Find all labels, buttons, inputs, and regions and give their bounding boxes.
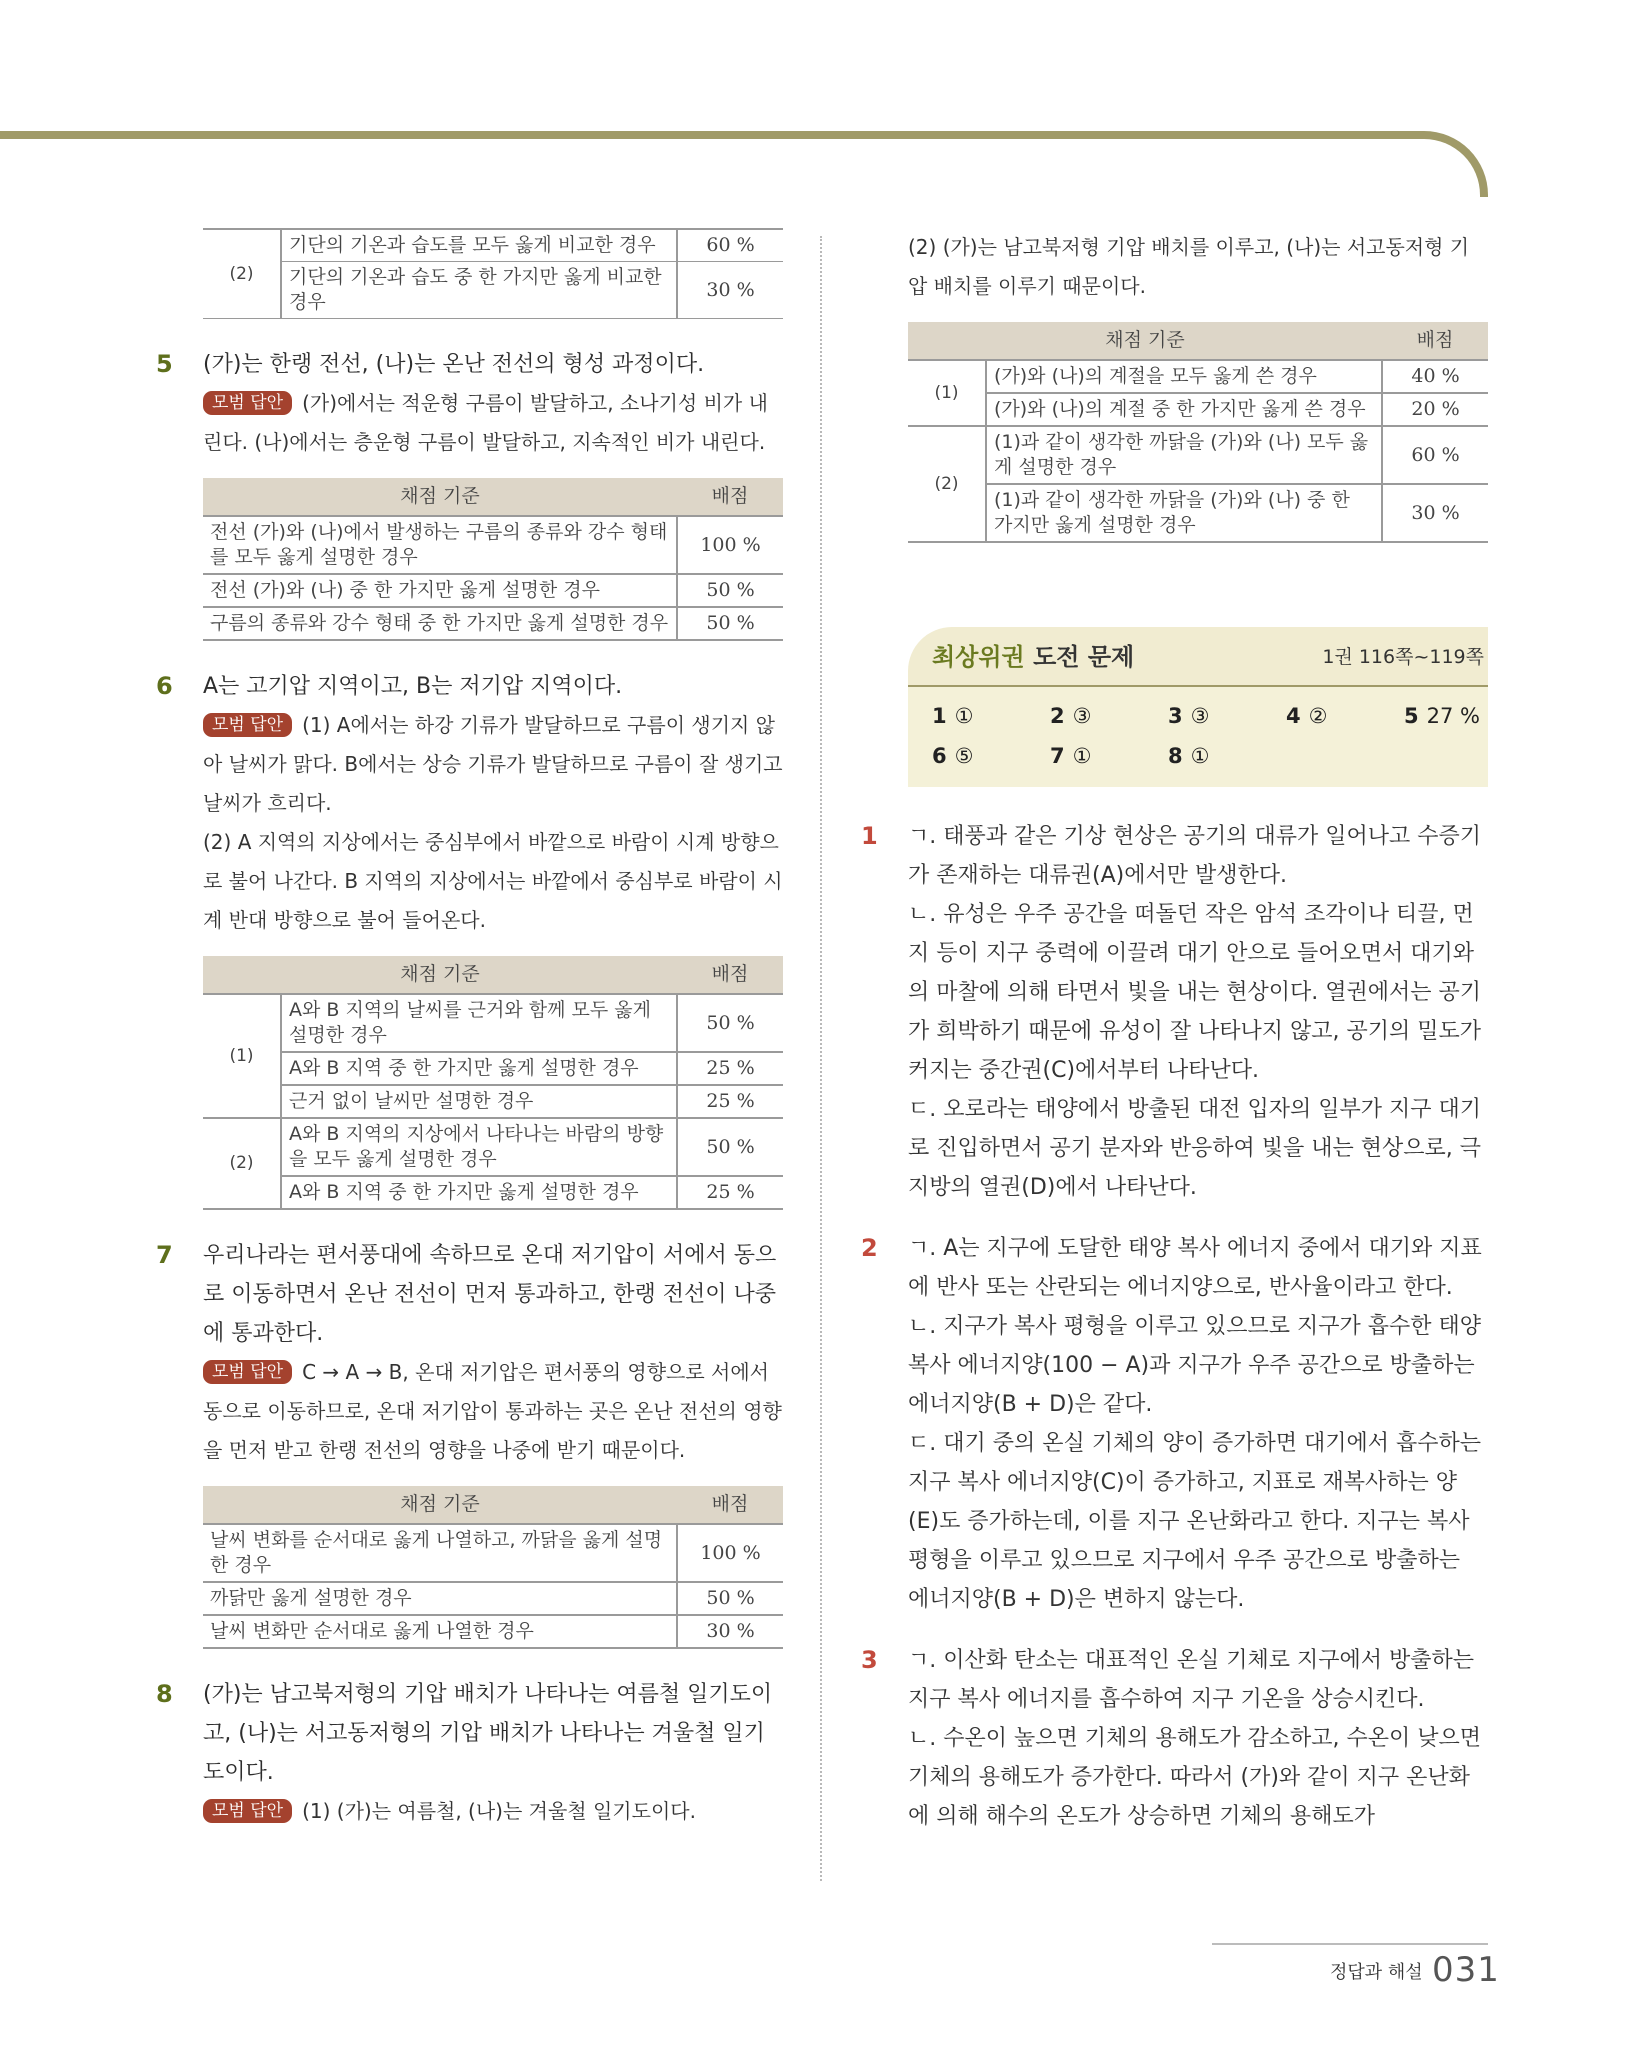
column-header: 채점 기준: [203, 478, 677, 516]
table-row: [203, 1052, 783, 1085]
answer-item: 7 ①: [1050, 744, 1092, 768]
answer-text: (2) A 지역의 지상에서는 중심부에서 바깥으로 바람이 시계 방향으로 불어 나간다. B 지역의 지상에서는 바깥에서 중심부로 바람이 시계 반대 방향으로 불어 들어온다.: [203, 830, 783, 932]
header-band: [0, 131, 1420, 139]
right-column: [861, 228, 1488, 1836]
score: 50 %: [677, 1582, 783, 1615]
criterion: 기단의 기온과 습도 중 한 가지만 옳게 비교한 경우: [281, 262, 677, 319]
q4-scoring-table: [203, 228, 783, 319]
explanation-text: ㄷ. 대기 중의 온실 기체의 양이 증가하면 대기에서 흡수하는 지구 복사 에너지양(C)이 증가하고, 지표로 재복사하는 양(E)도 증가하는데, 이를 지구 온난화라고 한다. 지구는 복사 평형을 이루고 있으므로 지구에서 우주 공간으로 방출하는 에너지양(B + D)은 변하지 않는다.: [908, 1431, 1481, 1612]
explanation-number: 3: [861, 1646, 878, 1674]
header-band-curve: [1380, 131, 1488, 197]
q6-scoring-table: [203, 956, 783, 1210]
question-number: 7: [156, 1241, 173, 1269]
criterion: 전선 (가)와 (나)에서 발생하는 구름의 종류와 강수 형태를 모두 옳게 설명한 경우: [203, 516, 677, 574]
question-number: 5: [156, 350, 173, 378]
question-number: 6: [156, 672, 173, 700]
question-text: (가)는 남고북저형의 기압 배치가 나타나는 여름철 일기도이고, (나)는 서고동저형의 기압 배치가 나타나는 겨울철 일기도이다.: [203, 1682, 773, 1785]
model-answer: [203, 706, 783, 823]
column-header: 채점 기준: [908, 322, 1382, 360]
criterion: 구름의 종류와 강수 형태 중 한 가지만 옳게 설명한 경우: [203, 607, 677, 640]
model-answer: [203, 1792, 783, 1831]
answer-text: C → A → B, 온대 저기압은 편서풍의 영향으로 서에서 동으로 이동하므로, 온대 저기압이 통과하는 곳은 온난 전선의 영향을 먼저 받고 한랭 전선의 영향을 나중에 받기 때문이다.: [203, 1360, 782, 1462]
column-header: 배점: [1382, 322, 1488, 360]
question-text: A는 고기압 지역이고, B는 저기압 지역이다.: [203, 674, 623, 699]
explanation-text: ㄱ. A는 지구에 도달한 태양 복사 에너지 중에서 대기와 지표에 반사 또는 산란되는 에너지양으로, 반사율이라고 한다.: [908, 1236, 1482, 1300]
explanation-text: ㄴ. 지구가 복사 평형을 이루고 있으므로 지구가 흡수한 태양 복사 에너지양(100 − A)과 지구가 우주 공간으로 방출하는 에너지양(B + D)은 같다.: [908, 1314, 1481, 1417]
explanation-text: ㄱ. 태풍과 같은 기상 현상은 공기의 대류가 일어나고 수증기가 존재하는 대류권(A)에서만 발생한다.: [908, 824, 1481, 888]
q8-scoring-table: [908, 322, 1488, 543]
score: 30 %: [677, 262, 783, 319]
question-text: (가)는 한랭 전선, (나)는 온난 전선의 형성 과정이다.: [203, 352, 705, 377]
answer-text: (2) (가)는 남고북저형 기압 배치를 이루고, (나)는 서고동저형 기압 배치를 이루기 때문이다.: [908, 235, 1470, 298]
part-label: (2): [908, 426, 986, 542]
table-row: [203, 1085, 783, 1118]
table-row: [203, 229, 783, 262]
score: 60 %: [677, 229, 783, 262]
column-header: 배점: [677, 1486, 783, 1524]
explanation-2: [861, 1229, 1488, 1619]
criterion: (가)와 (나)의 계절을 모두 옳게 쓴 경우: [986, 360, 1382, 393]
explanation-text: ㄱ. 이산화 탄소는 대표적인 온실 기체로 지구에서 방출하는 지구 복사 에너지를 흡수하여 지구 기온을 상승시킨다.: [908, 1648, 1474, 1712]
question-8: [156, 1675, 783, 1831]
score: 100 %: [677, 1524, 783, 1582]
score: 100 %: [677, 516, 783, 574]
criterion: A와 B 지역 중 한 가지만 옳게 설명한 경우: [281, 1052, 677, 1085]
page-number: 031: [1432, 1950, 1500, 1990]
explanation-number: 2: [861, 1234, 878, 1262]
footer-label: 정답과 해설: [1330, 1962, 1423, 1983]
answer-item: 6 ⑤: [932, 744, 974, 768]
column-header: 배점: [677, 956, 783, 994]
criterion: 까닭만 옳게 설명한 경우: [203, 1582, 677, 1615]
explanation-text: ㄷ. 오로라는 태양에서 방출된 대전 입자의 일부가 지구 대기로 진입하면서 공기 분자와 반응하여 빛을 내는 현상으로, 극지방의 열권(D)에서 나타난다.: [908, 1097, 1481, 1200]
score: 50 %: [677, 994, 783, 1052]
column-header: 배점: [677, 478, 783, 516]
table-row: [203, 574, 783, 607]
criterion: 날씨 변화를 순서대로 옳게 나열하고, 까닭을 옳게 설명한 경우: [203, 1524, 677, 1582]
question-5: [156, 345, 783, 462]
answer-item: 1 ①: [932, 704, 974, 728]
challenge-page-range: 1권 116쪽~119쪽: [1322, 646, 1484, 668]
model-answer-badge: 모범 답안: [203, 1360, 292, 1384]
table-row: [203, 607, 783, 640]
score: 30 %: [1382, 484, 1488, 542]
table-row: [908, 426, 1488, 484]
question-number: 8: [156, 1680, 173, 1708]
answer-item: 8 ①: [1168, 744, 1210, 768]
explanation-number: 1: [861, 822, 878, 850]
score: 25 %: [677, 1052, 783, 1085]
score: 20 %: [1382, 393, 1488, 426]
table-row: [203, 1524, 783, 1582]
answer-item: 5 27 %: [1404, 704, 1480, 728]
model-answer: [203, 1353, 783, 1470]
answer-item: 3 ③: [1168, 704, 1210, 728]
column-header: 채점 기준: [203, 956, 677, 994]
explanation-text: ㄴ. 유성은 우주 공간을 떠돌던 작은 암석 조각이나 티끌, 먼지 등이 지구 중력에 이끌려 대기 안으로 들어오면서 대기와의 마찰에 의해 타면서 빛을 내는 현상이다. 열권에서는 공기가 희박하기 때문에 유성이 잘 나타나지 않고, 공기의 밀도가 커지는 중간권(C)에서부터 나타난다.: [908, 902, 1481, 1083]
explanation-1: [861, 817, 1488, 1207]
score: 50 %: [677, 574, 783, 607]
score: 50 %: [677, 1118, 783, 1176]
q5-scoring-table: [203, 478, 783, 641]
explanation-3: [861, 1641, 1488, 1836]
challenge-section: [908, 627, 1488, 787]
model-answer-badge: 모범 답안: [203, 391, 292, 415]
q7-scoring-table: [203, 1486, 783, 1649]
criterion: 날씨 변화만 순서대로 옳게 나열한 경우: [203, 1615, 677, 1648]
column-header: 채점 기준: [203, 1486, 677, 1524]
answer-item: 2 ③: [1050, 704, 1092, 728]
table-row: [203, 1582, 783, 1615]
table-row: [203, 1615, 783, 1648]
column-divider: [820, 236, 822, 1881]
score: 60 %: [1382, 426, 1488, 484]
challenge-answers: [908, 687, 1488, 787]
answer-text: (가)에서는 적운형 구름이 발달하고, 소나기성 비가 내: [302, 391, 768, 415]
question-6: [156, 667, 783, 940]
criterion: (1)과 같이 생각한 까닭을 (가)와 (나) 모두 옳게 설명한 경우: [986, 426, 1382, 484]
score: 30 %: [677, 1615, 783, 1648]
score: 50 %: [677, 607, 783, 640]
answer-item: 4 ②: [1286, 704, 1328, 728]
part-label: (2): [203, 229, 281, 319]
criterion: A와 B 지역 중 한 가지만 옳게 설명한 경우: [281, 1176, 677, 1209]
question-text: 우리나라는 편서풍대에 속하므로 온대 저기압이 서에서 동으로 이동하면서 온난 전선이 먼저 통과하고, 한랭 전선이 나중에 통과한다.: [203, 1243, 777, 1346]
challenge-title-rest: 도전 문제: [1024, 643, 1135, 671]
table-row: [203, 1118, 783, 1176]
table-row: [203, 516, 783, 574]
challenge-title-highlight: 최상위권: [932, 643, 1025, 671]
criterion: 전선 (가)와 (나) 중 한 가지만 옳게 설명한 경우: [203, 574, 677, 607]
answer-text: (1) (가)는 여름철, (나)는 겨울철 일기도이다.: [302, 1799, 696, 1823]
score: 40 %: [1382, 360, 1488, 393]
answer-text: 린다. (나)에서는 층운형 구름이 발달하고, 지속적인 비가 내린다.: [203, 430, 766, 454]
criterion: (1)과 같이 생각한 까닭을 (가)와 (나) 중 한 가지만 옳게 설명한 경우: [986, 484, 1382, 542]
criterion: (가)와 (나)의 계절 중 한 가지만 옳게 쓴 경우: [986, 393, 1382, 426]
model-answer: [203, 384, 783, 462]
table-row: [203, 1176, 783, 1209]
table-row: [908, 360, 1488, 393]
part-label: (2): [203, 1118, 281, 1209]
footer-rule: [1212, 1943, 1488, 1945]
criterion: A와 B 지역의 지상에서 나타나는 바람의 방향을 모두 옳게 설명한 경우: [281, 1118, 677, 1176]
question-7: [156, 1236, 783, 1470]
score: 25 %: [677, 1085, 783, 1118]
table-row: [203, 994, 783, 1052]
criterion: 기단의 기온과 습도를 모두 옳게 비교한 경우: [281, 229, 677, 262]
criterion: A와 B 지역의 날씨를 근거와 함께 모두 옳게 설명한 경우: [281, 994, 677, 1052]
criterion: 근거 없이 날씨만 설명한 경우: [281, 1085, 677, 1118]
score: 25 %: [677, 1176, 783, 1209]
model-answer-badge: 모범 답안: [203, 713, 292, 737]
table-row: [908, 484, 1488, 542]
table-row: [203, 262, 783, 319]
part-label: (1): [908, 360, 986, 426]
explanation-text: ㄴ. 수온이 높으면 기체의 용해도가 감소하고, 수온이 낮으면 기체의 용해도가 증가한다. 따라서 (가)와 같이 지구 온난화에 의해 해수의 온도가 상승하면 기체의 용해도가: [908, 1726, 1481, 1829]
model-answer-badge: 모범 답안: [203, 1799, 292, 1823]
left-column: [156, 228, 783, 1831]
answer-text: (1) A에서는 하강 기류가 발달하므로 구름이 생기지 않아 날씨가 맑다. B에서는 상승 기류가 발달하므로 구름이 잘 생기고 날씨가 흐리다.: [203, 713, 783, 815]
part-label: (1): [203, 994, 281, 1118]
table-row: [908, 393, 1488, 426]
